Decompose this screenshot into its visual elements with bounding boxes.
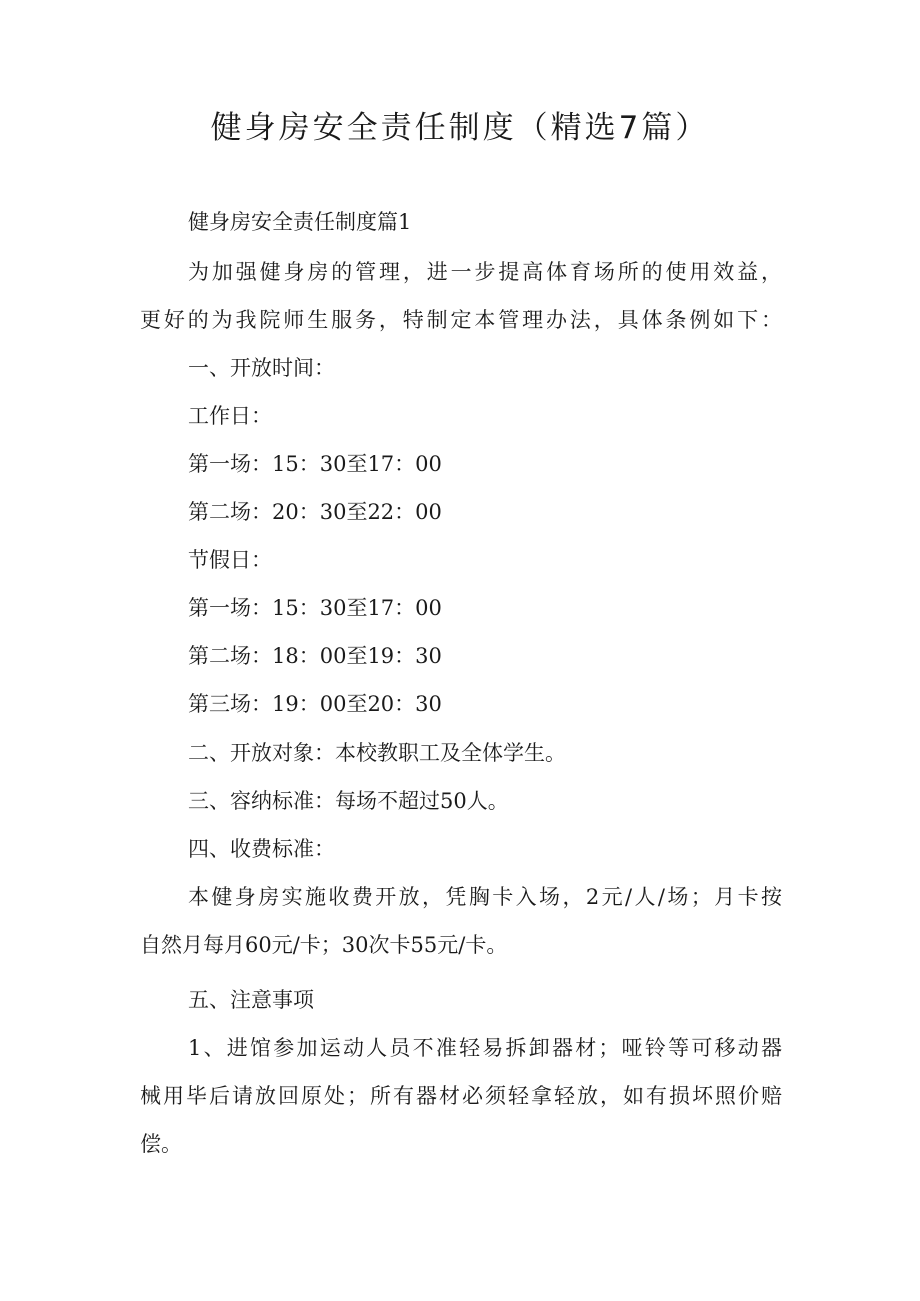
section-heading-1: 健身房安全责任制度篇1: [188, 210, 412, 234]
workday-session-2: 第二场：20：30至22：00: [188, 500, 442, 524]
holiday-session-3: 第三场：19：00至20：30: [188, 692, 442, 716]
notes-paragraph-line-3: 偿。: [140, 1132, 182, 1156]
notes-paragraph-line-1: 1、进馆参加运动人员不准轻易拆卸器材；哑铃等可移动器: [188, 1036, 782, 1060]
paragraph-intro-line-1: 为加强健身房的管理，进一步提高体育场所的使用效益，: [188, 260, 782, 284]
label-workday: 工作日：: [188, 404, 272, 428]
holiday-session-2: 第二场：18：00至19：30: [188, 644, 442, 668]
holiday-session-1: 第一场：15：30至17：00: [188, 596, 442, 620]
document-title: 健身房安全责任制度（精选7篇）: [210, 110, 710, 146]
capacity-standard: 三、容纳标准：每场不超过50人。: [188, 789, 509, 813]
open-audience: 二、开放对象：本校教职工及全体学生。: [188, 741, 566, 765]
fees-paragraph-line-1: 本健身房实施收费开放，凭胸卡入场，2元/人/场；月卡按: [188, 885, 782, 909]
heading-notes: 五、注意事项: [188, 988, 314, 1012]
fees-paragraph-line-2: 自然月每月60元/卡；30次卡55元/卡。: [140, 933, 508, 957]
heading-fees: 四、收费标准：: [188, 837, 335, 861]
workday-session-1: 第一场：15：30至17：00: [188, 452, 442, 476]
label-holiday: 节假日：: [188, 548, 272, 572]
paragraph-intro-line-2: 更好的为我院师生服务，特制定本管理办法，具体条例如下：: [140, 308, 782, 332]
notes-paragraph-line-2: 械用毕后请放回原处；所有器材必须轻拿轻放，如有损坏照价赔: [140, 1084, 782, 1108]
heading-open-hours: 一、开放时间：: [188, 356, 335, 380]
